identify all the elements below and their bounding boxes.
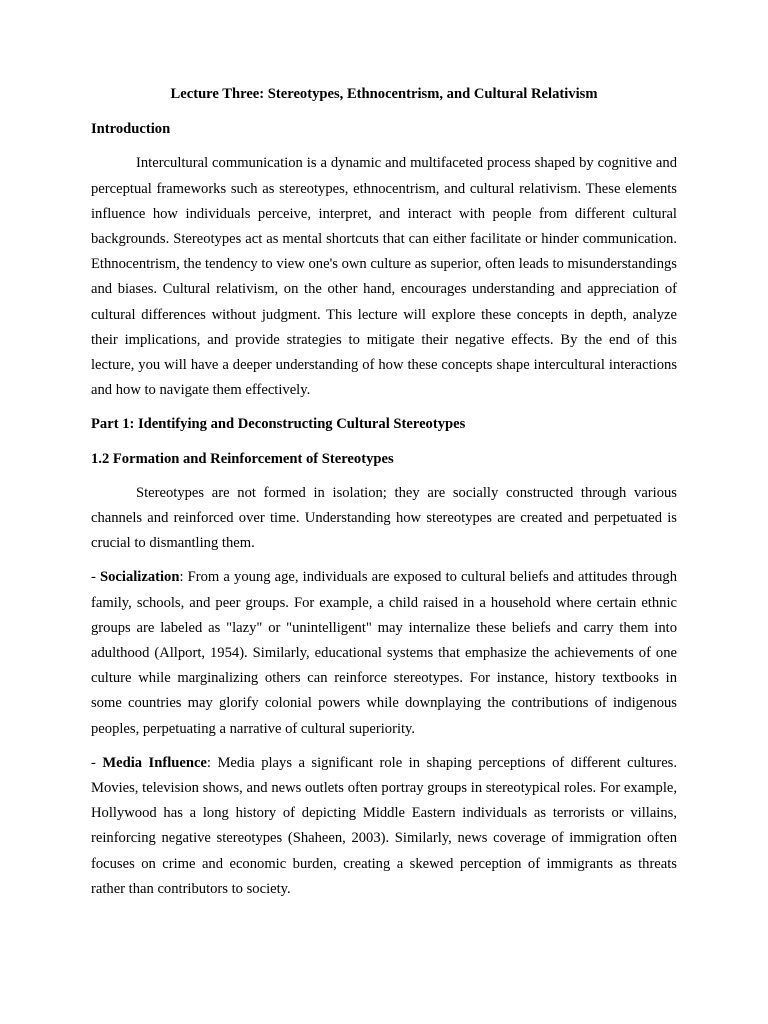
- formation-paragraph: Stereotypes are not formed in isolation; they are socially constructed through various channels and reinforced over time. Understanding how stereotypes are created and perpetuated is crucial to dismantling them.: [91, 484, 677, 552]
- introduction-heading: Introduction: [91, 121, 171, 138]
- media-influence-bullet: -: [91, 754, 103, 771]
- media-influence-text: : Media plays a significant role in shaping perceptions of different cultures. Movies, television shows, and news outlets often portray groups in stereotypical roles. For example, Hollywood has a long history of depicting Middle Eastern individuals as terrorists or villains, reinforcing negative stereotypes (Shaheen, 2003). Similarly, news coverage of immigration often focuses on crime and economic burden, creating a skewed perception of immigrants as threats rather than contributors to society.: [91, 754, 678, 897]
- media-influence-term: Media Influence: [102, 754, 207, 771]
- introduction-paragraph: Intercultural communication is a dynamic and multifaceted process shaped by cognitive and perceptual frameworks such as stereotypes, ethnocentrism, and cultural relativism. These elements influence how individuals perceive, interpret, and interact with people from different cultural backgrounds. Stereotypes act as mental shortcuts that can either facilitate or hinder communication. Ethnocentrism, the tendency to view one's own culture as superior, often leads to misunderstandings and biases. Cultural relativism, on the other hand, encourages understanding and appreciation of cultural differences without judgment. This lecture will explore these concepts in depth, analyze their implications, and provide strategies to mitigate their negative effects. By the end of this lecture, you will have a deeper understanding of how these concepts shape intercultural interactions and how to navigate them effectively.: [91, 155, 677, 399]
- formation-heading: 1.2 Formation and Reinforcement of Stereotypes: [91, 450, 394, 467]
- socialization-paragraph: [91, 565, 677, 741]
- part1-heading: Part 1: Identifying and Deconstructing Cultural Stereotypes: [91, 416, 466, 433]
- socialization-term: Socialization: [100, 569, 180, 586]
- document-title: Lecture Three: Stereotypes, Ethnocentrism, and Cultural Relativism: [170, 86, 598, 102]
- media-influence-paragraph: [91, 751, 677, 902]
- socialization-text: : From a young age, individuals are exposed to cultural beliefs and attitudes through family, schools, and peer groups. For example, a child raised in a household where certain ethnic groups are labeled as "lazy" or "unintelligent" may internalize these beliefs and carry them into adulthood (Allport, 1954). Similarly, educational systems that emphasize the achievements of one culture while marginalizing others can reinforce stereotypes. For instance, history textbooks in some countries may glorify colonial powers while downplaying the contributions of indigenous peoples, perpetuating a narrative of cultural superiority.: [91, 569, 677, 737]
- document-page: [91, 82, 677, 911]
- socialization-bullet: -: [91, 569, 100, 586]
